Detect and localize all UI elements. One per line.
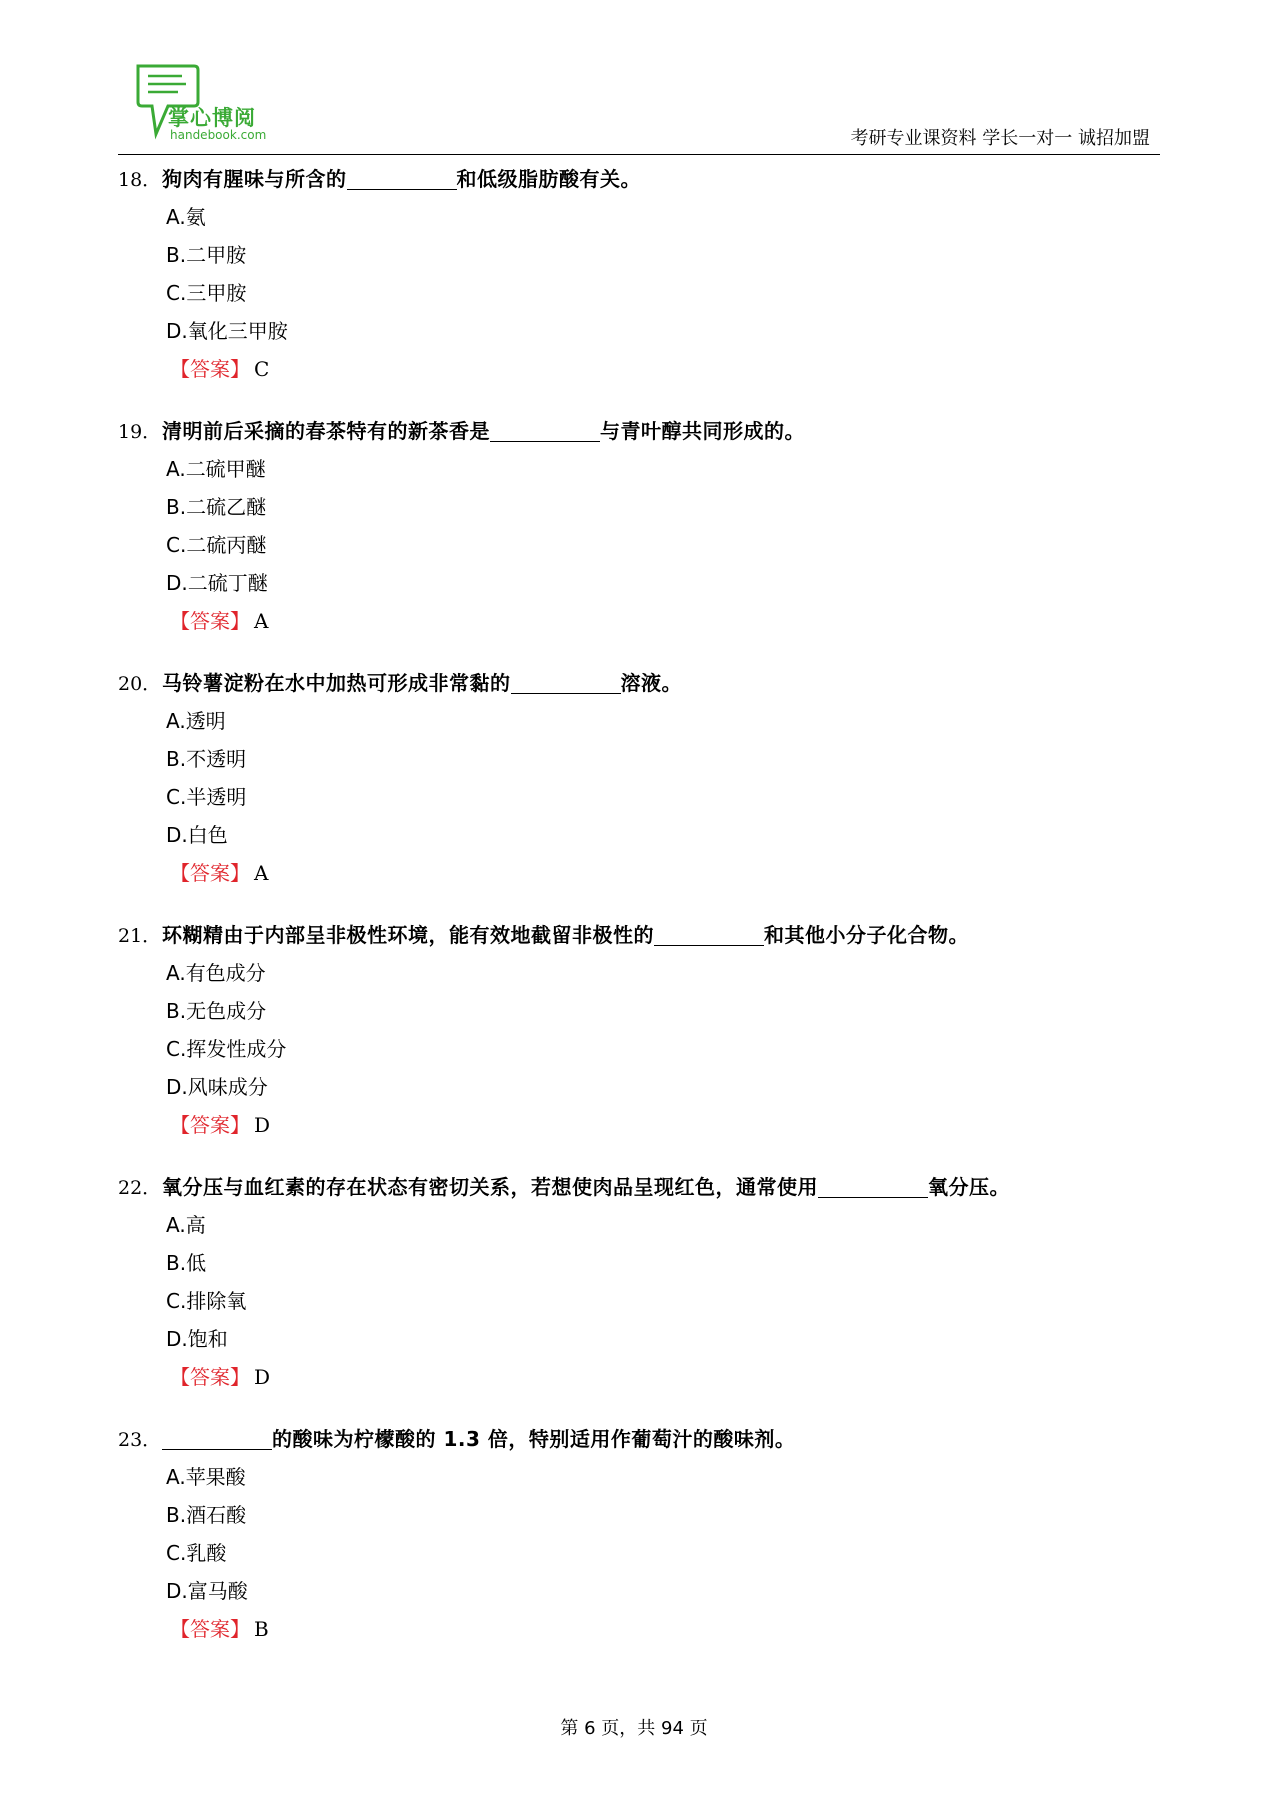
stem-before-blank: 清明前后采摘的春茶特有的新茶香是	[162, 419, 490, 443]
answer-line	[118, 1358, 1160, 1396]
answer-value: D	[254, 1113, 271, 1137]
fill-blank	[654, 923, 764, 946]
option-a: A.苹果酸	[166, 1465, 246, 1489]
answer-line	[118, 1610, 1160, 1648]
question-stem	[118, 1168, 1160, 1206]
option-list	[118, 954, 1160, 1106]
question-23	[118, 1420, 1160, 1648]
question-number: 22．	[118, 1177, 162, 1199]
question-stem	[118, 664, 1160, 702]
option-list	[118, 198, 1160, 350]
option-b: B.不透明	[166, 747, 247, 771]
logo-url-text: handebook.com	[170, 128, 267, 142]
option-c: C.挥发性成分	[166, 1037, 287, 1061]
option-a: A.氨	[166, 205, 206, 229]
answer-label: 【答案】	[170, 357, 250, 381]
option-a: A.二硫甲醚	[166, 457, 266, 481]
option-c: C.排除氧	[166, 1289, 247, 1313]
question-list	[118, 160, 1160, 1672]
question-number: 21．	[118, 925, 162, 947]
stem-after-blank: 溶液。	[620, 671, 682, 695]
answer-value: D	[254, 1365, 271, 1389]
question-stem	[118, 412, 1160, 450]
option-d: D.饱和	[166, 1327, 228, 1351]
question-19	[118, 412, 1160, 640]
option-d: D.白色	[166, 823, 228, 847]
question-21	[118, 916, 1160, 1144]
answer-value: A	[254, 861, 269, 885]
fill-blank	[162, 1427, 272, 1450]
option-c: C.二硫丙醚	[166, 533, 267, 557]
option-b: B.无色成分	[166, 999, 267, 1023]
answer-label: 【答案】	[170, 861, 250, 885]
option-a: A.透明	[166, 709, 226, 733]
question-stem	[118, 916, 1160, 954]
option-d: D.富马酸	[166, 1579, 248, 1603]
stem-after-blank: 氧分压。	[928, 1175, 1010, 1199]
option-b: B.酒石酸	[166, 1503, 247, 1527]
stem-after-blank: 与青叶醇共同形成的。	[600, 419, 805, 443]
option-list	[118, 702, 1160, 854]
stem-before-blank: 马铃薯淀粉在水中加热可形成非常黏的	[162, 671, 511, 695]
stem-before-blank: 氧分压与血红素的存在状态有密切关系，若想使肉品呈现红色，通常使用	[162, 1175, 818, 1199]
option-list	[118, 1206, 1160, 1358]
fill-blank	[818, 1175, 928, 1198]
stem-after-blank: 和低级脂肪酸有关。	[456, 167, 641, 191]
option-b: B.二硫乙醚	[166, 495, 267, 519]
option-d: D.二硫丁醚	[166, 571, 268, 595]
question-20	[118, 664, 1160, 892]
answer-line	[118, 602, 1160, 640]
answer-line	[118, 350, 1160, 388]
question-number: 23．	[118, 1429, 162, 1451]
option-a: A.有色成分	[166, 961, 266, 985]
answer-label: 【答案】	[170, 1365, 250, 1389]
answer-value: C	[254, 357, 270, 381]
stem-after-blank: 的酸味为柠檬酸的 1.3 倍，特别适用作葡萄汁的酸味剂。	[272, 1427, 796, 1451]
header-divider	[118, 154, 1160, 155]
question-stem	[118, 1420, 1160, 1458]
option-d: D.风味成分	[166, 1075, 268, 1099]
option-a: A.高	[166, 1213, 206, 1237]
option-c: C.半透明	[166, 785, 247, 809]
option-b: B.二甲胺	[166, 243, 247, 267]
fill-blank	[511, 671, 621, 694]
question-number: 19．	[118, 421, 162, 443]
fill-blank	[490, 419, 600, 442]
answer-line	[118, 854, 1160, 892]
question-number: 20．	[118, 673, 162, 695]
question-18	[118, 160, 1160, 388]
site-logo	[134, 62, 284, 146]
answer-label: 【答案】	[170, 1113, 250, 1137]
stem-after-blank: 和其他小分子化合物。	[764, 923, 969, 947]
answer-value: B	[254, 1617, 269, 1641]
option-d: D.氧化三甲胺	[166, 319, 288, 343]
question-22	[118, 1168, 1160, 1396]
option-list	[118, 1458, 1160, 1610]
page-number: 第 6 页，共 94 页	[560, 1718, 708, 1739]
header-tagline: 考研专业课资料 学长一对一 诚招加盟	[850, 128, 1150, 149]
stem-before-blank: 狗肉有腥味与所含的	[162, 167, 347, 191]
question-number: 18．	[118, 169, 162, 191]
option-list	[118, 450, 1160, 602]
question-stem	[118, 160, 1160, 198]
option-c: C.三甲胺	[166, 281, 247, 305]
option-c: C.乳酸	[166, 1541, 227, 1565]
fill-blank	[347, 167, 457, 190]
answer-label: 【答案】	[170, 609, 250, 633]
option-b: B.低	[166, 1251, 207, 1275]
answer-value: A	[254, 609, 269, 633]
answer-label: 【答案】	[170, 1617, 250, 1641]
logo-text: 掌心博阅	[168, 106, 256, 130]
stem-before-blank: 环糊精由于内部呈非极性环境，能有效地截留非极性的	[162, 923, 654, 947]
answer-line	[118, 1106, 1160, 1144]
